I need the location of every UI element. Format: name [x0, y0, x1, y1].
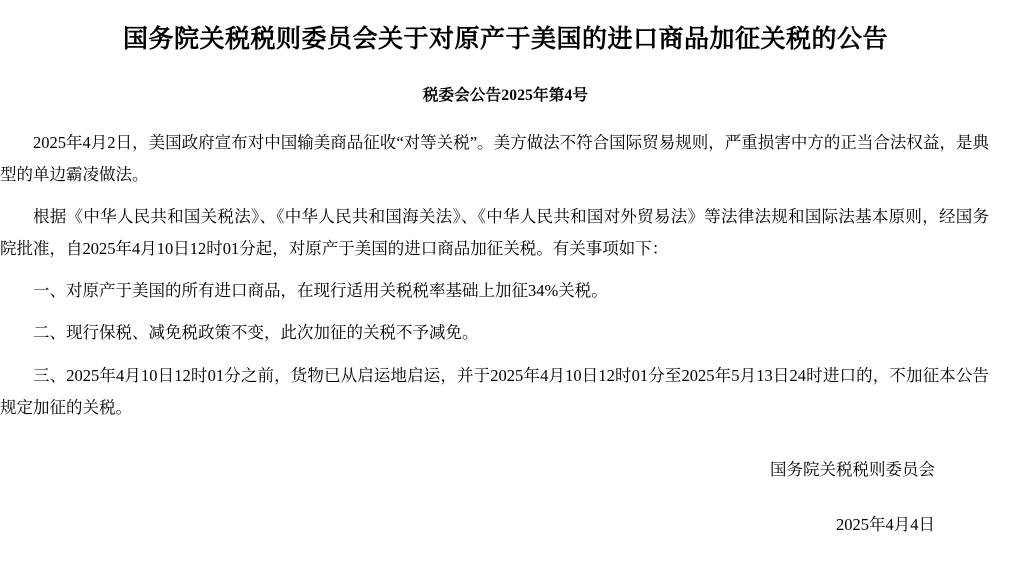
page-title: 国务院关税税则委员会关于对原产于美国的进口商品加征关税的公告 [122, 26, 888, 53]
document-number: 税委会公告2025年第4号 [422, 86, 589, 104]
document-body [0, 127, 1011, 424]
paragraph: 三、2025年4月10日12时01分之前，货物已从启运地启运，并于2025年4月10日12时01分至2025年5月13日24时进口的，不加征本公告规定加征的关税。 [0, 365, 990, 417]
paragraph: 根据《中华人民共和国关税法》、《中华人民共和国海关法》、《中华人民共和国对外贸易法》等法律法规和国际法基本原则，经国务院批准，自2025年4月10日12时01分起，对原产于美国的进口商品加征关税。有关事项如下： [0, 206, 989, 259]
paragraph: 二、现行保税、减免税政策不变，此次加征的关税不予减免。 [33, 323, 479, 343]
paragraph: 一、对原产于美国的所有进口商品，在现行适用关税税率基础上加征34%关税。 [33, 281, 608, 301]
document-date: 2025年4月4日 [836, 515, 935, 535]
paragraph: 2025年4月2日，美国政府宣布对中国输美商品征收“对等关税”。美方做法不符合国际贸易规则，严重损害中方的正当合法权益，是典型的单边霸凌做法。 [0, 132, 989, 184]
signature: 国务院关税税则委员会 [770, 459, 935, 479]
